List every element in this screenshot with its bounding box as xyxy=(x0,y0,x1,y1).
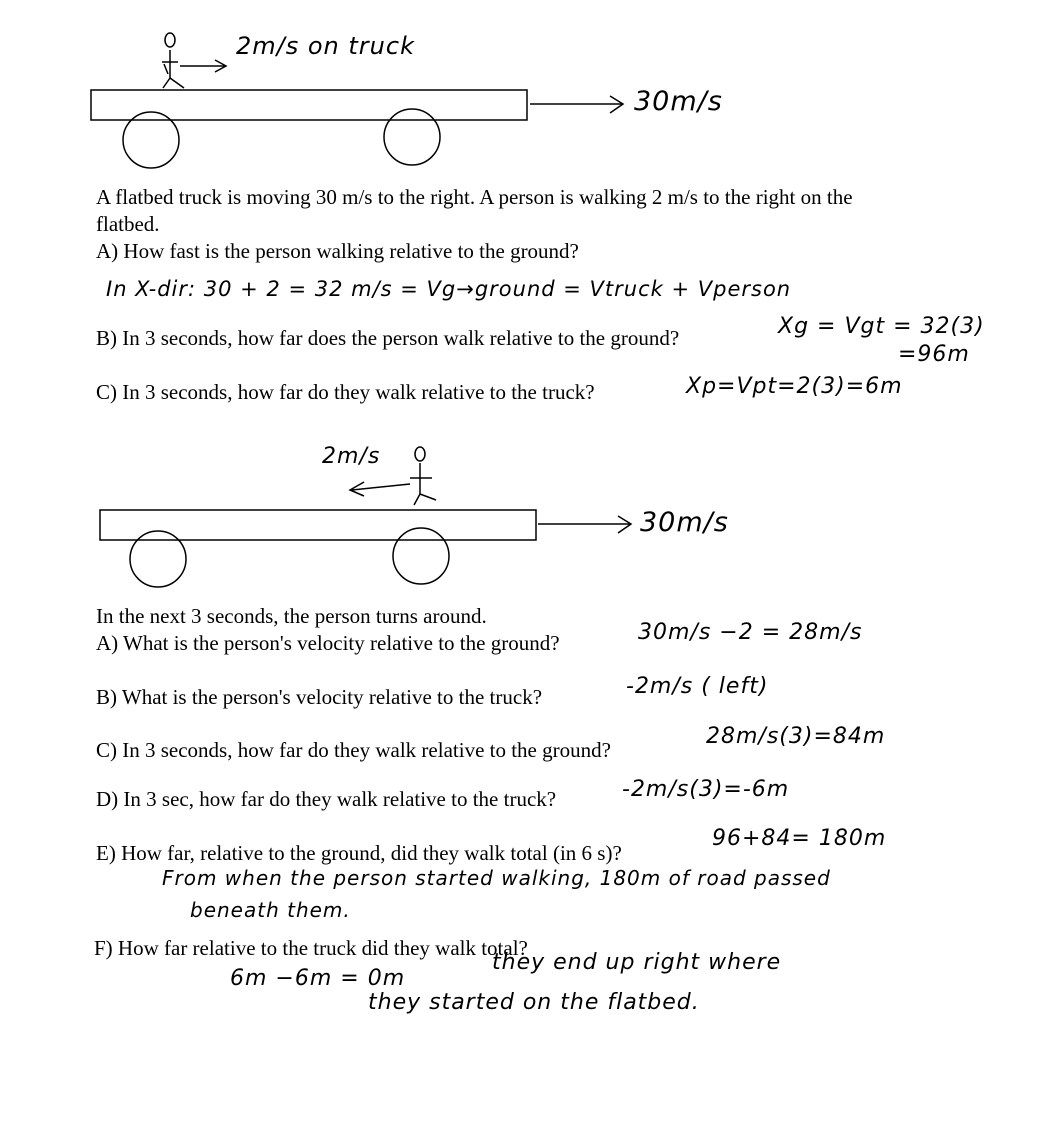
stick-person-2 xyxy=(410,447,436,505)
problem2-answer-e: 96+84= 180m xyxy=(712,826,887,851)
problem2-answer-e-note-line1: From when the person started walking, 180m of road passed xyxy=(162,866,831,890)
truck-speed-label-2: 30m/s xyxy=(640,507,729,538)
problem2-question-f: F) How far relative to the truck did they walk total? xyxy=(94,936,528,960)
problem2-question-e: E) How far, relative to the ground, did they walk total (in 6 s)? xyxy=(96,841,622,865)
problem2-question-b: B) What is the person's velocity relative to the truck? xyxy=(96,685,543,709)
problem1-intro-line1: A flatbed truck is moving 30 m/s to the right. A person is walking 2 m/s to the right on the xyxy=(96,185,853,209)
problem2-answer-c: 28m/s(3)=84m xyxy=(706,724,886,749)
wheel-rear-1 xyxy=(384,109,440,165)
problem2-answer-e-note-line2: beneath them. xyxy=(190,898,351,922)
problem1-answer-c: Xp=Vpt=2(3)=6m xyxy=(686,374,903,399)
problem1-question-b: B) In 3 seconds, how far does the person walk relative to the ground? xyxy=(96,326,680,350)
walk-arrow-2 xyxy=(350,482,410,496)
truck-arrow-1 xyxy=(530,96,623,113)
flatbed-1 xyxy=(91,90,527,120)
problem1-answer-a: In X-dir: 30 + 2 = 32 m/s = Vg→ground = Vtruck + Vperson xyxy=(106,277,792,301)
problem2-answer-f-calc: 6m −6m = 0m xyxy=(230,966,406,991)
problem2-answer-f-note-line2: they started on the flatbed. xyxy=(368,990,700,1015)
truck-arrow-2 xyxy=(538,516,631,533)
truck-speed-label-1: 30m/s xyxy=(634,86,723,117)
wheel-rear-2 xyxy=(393,528,449,584)
problem1-intro-line2: flatbed. xyxy=(96,212,160,236)
walk-arrow-1 xyxy=(180,60,226,72)
problem2-answer-d: -2m/s(3)=-6m xyxy=(622,777,790,802)
problem2-answer-a: 30m/s −2 = 28m/s xyxy=(638,620,863,645)
flatbed-2 xyxy=(100,510,536,540)
stick-person-1 xyxy=(162,33,184,88)
problem2-intro: In the next 3 seconds, the person turns around. xyxy=(96,604,487,628)
problem2-answer-f-note-line1: they end up right where xyxy=(492,950,782,975)
problem2-question-a: A) What is the person's velocity relative to the ground? xyxy=(96,631,560,655)
walk-speed-label-2: 2m/s xyxy=(322,444,381,469)
problem1-answer-b-line1: Xg = Vgt = 32(3) xyxy=(778,314,985,339)
problem1-question-c: C) In 3 seconds, how far do they walk relative to the truck? xyxy=(96,380,595,404)
problem1-question-a: A) How fast is the person walking relative to the ground? xyxy=(96,239,579,263)
problem2-question-d: D) In 3 sec, how far do they walk relative to the truck? xyxy=(96,787,557,811)
problem2-answer-b: -2m/s ( left) xyxy=(626,674,769,699)
problem2-question-c: C) In 3 seconds, how far do they walk relative to the ground? xyxy=(96,738,611,762)
problem1-answer-b-line2: =96m xyxy=(898,342,970,367)
walk-speed-label-1: 2m/s on truck xyxy=(236,32,415,60)
